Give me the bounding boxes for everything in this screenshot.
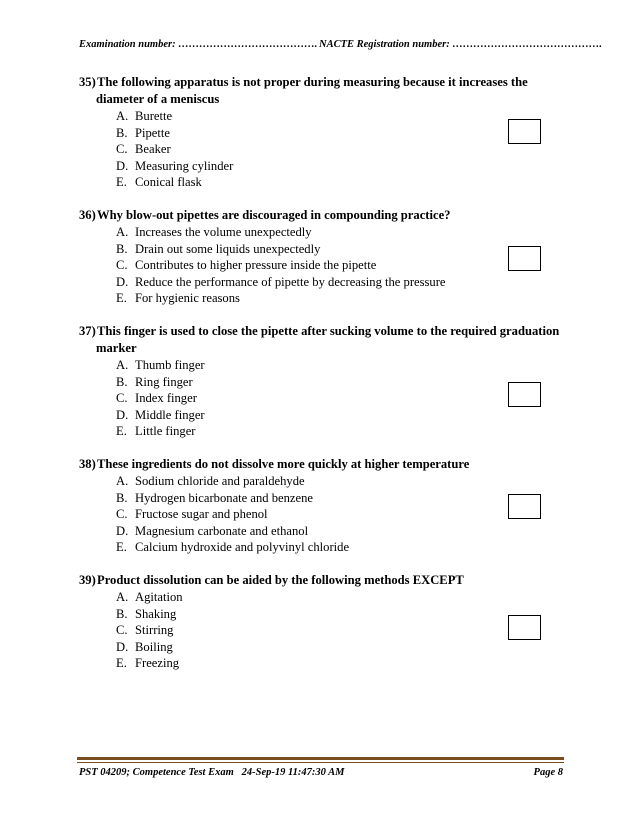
question-text-line1: This finger is used to close the pipette after sucking volume to the required graduation [97,324,560,338]
option-b[interactable] [79,606,579,623]
option-letter: E. [116,291,127,306]
question-title [79,74,579,108]
answer-box-39[interactable] [508,615,541,640]
option-text: Boiling [135,639,173,654]
question-text-line1: These ingredients do not dissolve more quickly at higher temperature [97,457,470,471]
option-text: Reduce the performance of pipette by decreasing the pressure [135,274,446,289]
option-text: Measuring cylinder [135,158,234,173]
option-text: Contributes to higher pressure inside the pipette [135,258,377,273]
option-e[interactable] [79,423,579,440]
question-title [79,323,579,357]
option-b[interactable] [79,490,579,507]
answer-box-35[interactable] [508,119,541,144]
option-letter: C. [116,391,128,406]
option-letter: A. [116,358,129,372]
footer-page-number: Page 8 [533,767,563,778]
option-a[interactable] [79,589,579,606]
option-text: Thumb finger [135,358,205,372]
option-text: Hydrogen bicarbonate and benzene [135,490,313,505]
question-text-line1: Why blow-out pipettes are discouraged in compounding practice? [97,208,451,222]
option-letter: D. [116,407,129,422]
option-letter: D. [116,639,129,654]
option-a[interactable] [79,473,579,490]
option-d[interactable] [79,523,579,540]
question-number: 36) [79,208,96,222]
answer-box-36[interactable] [508,246,541,271]
option-text: Fructose sugar and phenol [135,507,268,522]
option-text: Magnesium carbonate and ethanol [135,523,309,538]
option-letter: D. [116,274,129,289]
question-number: 38) [79,457,96,471]
option-text: Beaker [135,142,171,157]
option-b[interactable] [79,374,579,391]
option-text: Little finger [135,424,196,439]
option-text: Sodium chloride and paraldehyde [135,474,305,488]
options-list [79,589,579,672]
option-d[interactable] [79,407,579,424]
option-text: Drain out some liquids unexpectedly [135,241,321,256]
option-text: Freezing [135,656,180,671]
option-letter: E. [116,540,127,555]
option-letter: C. [116,623,128,638]
answer-box-37[interactable] [508,382,541,407]
question-title [79,572,579,589]
footer-divider-thin [77,762,564,763]
option-c[interactable] [79,506,579,523]
question-36 [79,207,579,307]
question-number: 37) [79,324,96,338]
option-letter: A. [116,109,129,123]
option-c[interactable] [79,390,579,407]
option-a[interactable] [79,357,579,374]
option-letter: E. [116,175,127,190]
option-letter: D. [116,523,129,538]
option-e[interactable] [79,290,579,307]
answer-box-38[interactable] [508,494,541,519]
option-text: Middle finger [135,407,205,422]
options-list [79,357,579,440]
question-number: 35) [79,75,96,89]
option-text: Index finger [135,391,197,406]
nacte-registration-field: NACTE Registration number: ……………………………………. [319,39,602,50]
option-c[interactable] [79,141,579,158]
option-letter: B. [116,490,128,505]
option-text: For hygienic reasons [135,291,240,306]
option-letter: C. [116,258,128,273]
option-e[interactable] [79,539,579,556]
option-text: Increases the volume unexpectedly [135,225,312,239]
options-list [79,108,579,191]
option-letter: B. [116,606,128,621]
question-title [79,207,579,224]
examination-number-field: Examination number: …………………………………. [79,39,318,50]
option-letter: B. [116,241,128,256]
option-letter: E. [116,656,127,671]
option-a[interactable] [79,108,579,125]
option-letter: A. [116,474,129,488]
question-37 [79,323,579,440]
option-text: Burette [135,109,173,123]
option-b[interactable] [79,241,579,258]
option-text: Shaking [135,606,177,621]
option-d[interactable] [79,274,579,291]
question-number: 39) [79,573,96,587]
option-text: Calcium hydroxide and polyvinyl chloride [135,540,350,555]
question-text-line2: marker [96,341,137,355]
option-c[interactable] [79,257,579,274]
question-38 [79,456,579,556]
option-c[interactable] [79,622,579,639]
option-b[interactable] [79,125,579,142]
option-text: Stirring [135,623,174,638]
footer-exam-info: PST 04209; Competence Test Exam 24-Sep-19 11:47:30 AM [79,767,345,778]
option-letter: E. [116,424,127,439]
question-title [79,456,579,473]
option-letter: A. [116,590,129,604]
question-text-line1: The following apparatus is not proper during measuring because it increases the [97,75,528,89]
option-text: Ring finger [135,374,193,389]
option-letter: B. [116,125,128,140]
question-text-line1: Product dissolution can be aided by the following methods EXCEPT [97,573,464,587]
option-a[interactable] [79,224,579,241]
options-list [79,224,579,307]
option-letter: C. [116,507,128,522]
question-text-line2: diameter of a meniscus [96,92,220,106]
option-letter: B. [116,374,128,389]
question-39 [79,572,579,672]
question-35 [79,74,579,191]
option-d[interactable] [79,639,579,656]
option-text: Agitation [135,590,183,604]
options-list [79,473,579,556]
option-d[interactable] [79,158,579,175]
option-e[interactable] [79,174,579,191]
option-letter: A. [116,225,129,239]
option-letter: C. [116,142,128,157]
option-text: Pipette [135,125,170,140]
option-e[interactable] [79,655,579,672]
footer-divider-thick [77,757,564,760]
option-text: Conical flask [135,175,202,190]
option-letter: D. [116,158,129,173]
